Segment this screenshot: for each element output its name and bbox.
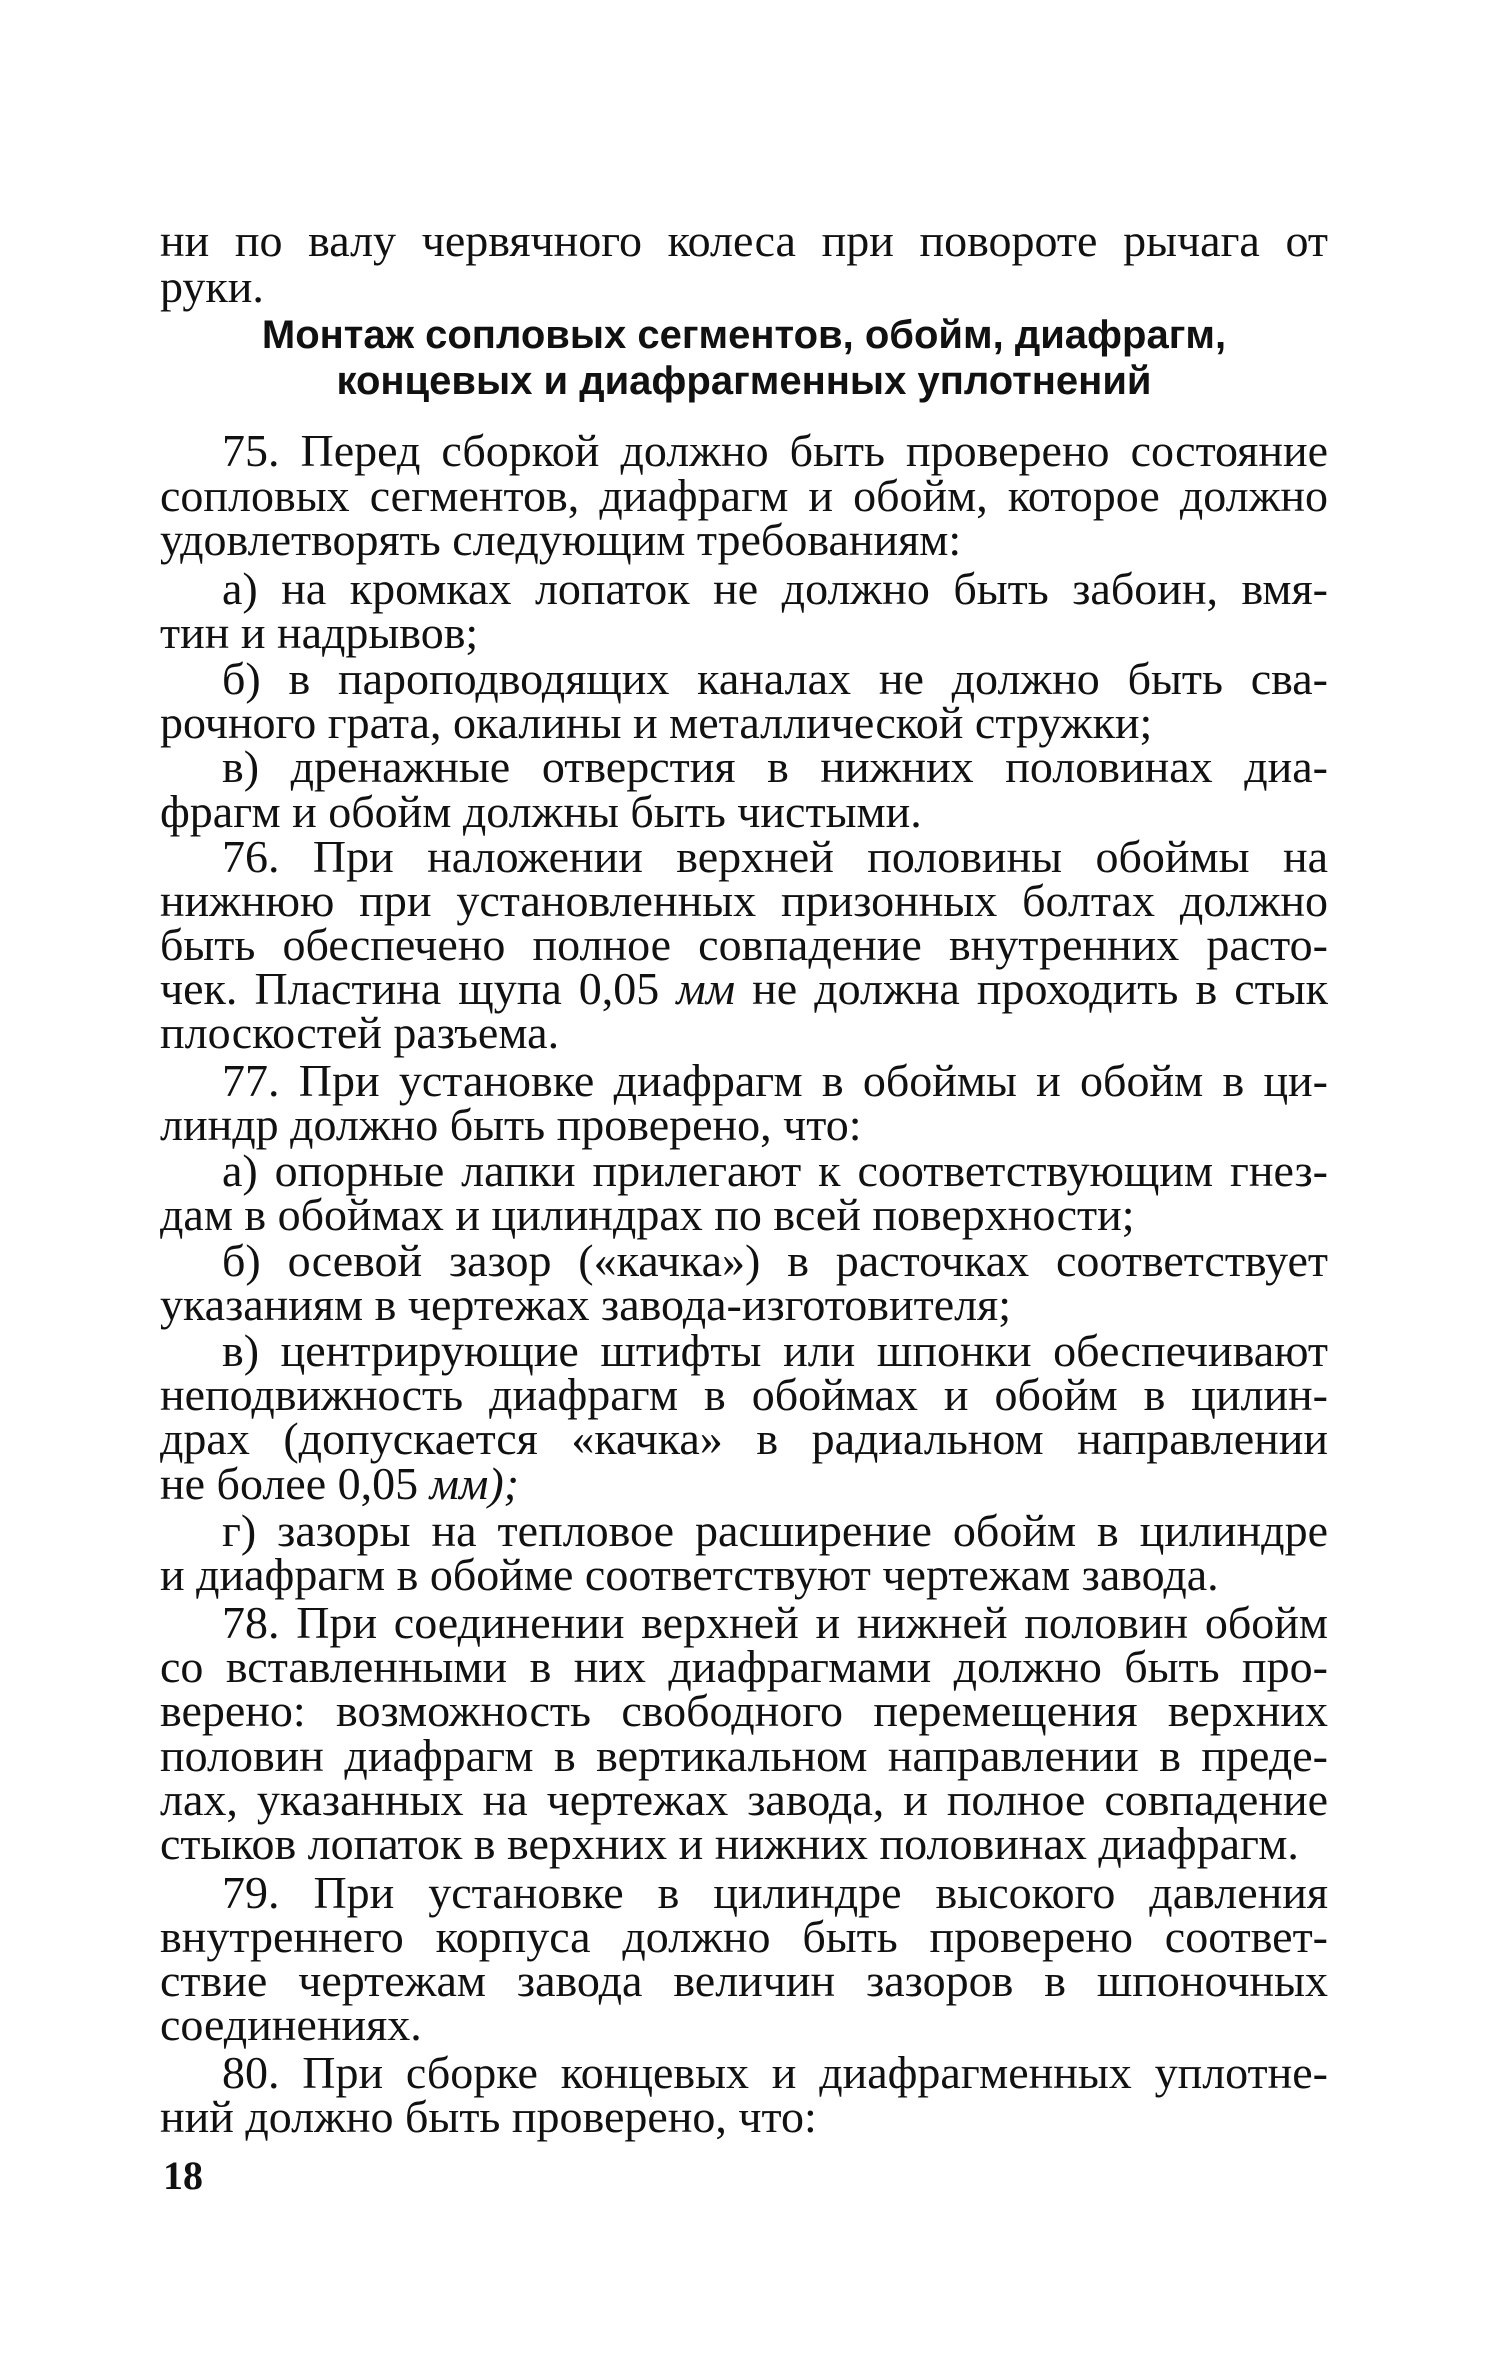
list-item-line: в) дренажные отверстия в нижних половинах диа-	[222, 741, 1328, 792]
paragraph-76-line: 76. При наложении верхней половины обоймы на	[222, 831, 1328, 882]
list-item-line: в) центрирующие штифты или шпонки обеспечивают	[222, 1325, 1328, 1376]
text-segment: не более 0,05	[160, 1458, 419, 1509]
paragraph-76-line: быть обеспечено полное совпадение внутренних расто-	[160, 919, 1328, 970]
paragraph-75-line: 75. Перед сборкой должно быть проверено состояние	[222, 425, 1328, 476]
paragraph-78-line: стыков лопаток в верхних и нижних половинах диафрагм.	[160, 1818, 1299, 1869]
paragraph-80-line: 80. При сборке концевых и диафрагменных уплотне-	[222, 2047, 1328, 2098]
paragraph-79-line: 79. При установке в цилиндре высокого давления	[222, 1867, 1328, 1918]
paragraph-79-line: соединениях.	[160, 1999, 422, 2050]
list-item-line: и диафрагм в обойме соответствуют чертежам завода.	[160, 1549, 1219, 1600]
list-item-line: а) на кромках лопаток не должно быть забоин, вмя-	[222, 563, 1328, 614]
list-item-line: а) опорные лапки прилегают к соответствующим гнез-	[222, 1145, 1328, 1196]
paragraph-78-line: половин диафрагм в вертикальном направлении в преде-	[160, 1730, 1328, 1781]
paragraph-78-line: 78. При соединении верхней и нижней половин обойм	[222, 1597, 1328, 1648]
unit-mm: мм	[676, 963, 736, 1014]
paragraph-79-line: ствие чертежам завода величин зазоров в шпоночных	[160, 1955, 1328, 2006]
list-item-line: неподвижность диафрагм в обоймах и обойм в цилин-	[160, 1369, 1328, 1420]
list-item-line: тин и надрывов;	[160, 607, 479, 658]
paragraph-75-line: сопловых сегментов, диафрагм и обойм, которое должно	[160, 470, 1328, 521]
paragraph-77-line: линдр должно быть проверено, что:	[160, 1099, 862, 1150]
list-item-line: драх (допускается «качка» в радиальном направлении	[160, 1413, 1328, 1464]
paragraph-76-line: плоскостей разъема.	[160, 1007, 560, 1058]
section-heading: Монтаж сопловых сегментов, обойм, диафрагм,	[261, 313, 1227, 357]
paragraph-79-line: внутреннего корпуса должно быть проверено соответ-	[160, 1911, 1328, 1962]
text-line: руки.	[160, 261, 264, 312]
section-heading: концевых и диафрагменных уплотнений	[336, 359, 1152, 403]
paragraph-77-line: 77. При установке диафрагм в обоймы и обойм в ци-	[222, 1055, 1328, 1106]
paragraph-78-line: со вставленными в них диафрагмами должно быть про-	[160, 1641, 1328, 1692]
paragraph-80-line: ний должно быть проверено, что:	[160, 2091, 817, 2142]
paragraph-78-line: лах, указанных на чертежах завода, и полное совпадение	[160, 1774, 1328, 1825]
paragraph-75-line: удовлетворять следующим требованиям:	[160, 514, 962, 565]
list-item-line: б) в пароподводящих каналах не должно быть сва-	[222, 653, 1328, 704]
list-item-line: фрагм и обойм должны быть чистыми.	[160, 786, 922, 837]
paragraph-78-line: верено: возможность свободного перемещения верхних	[160, 1685, 1328, 1736]
list-item-line: б) осевой зазор («качка») в расточках соответствует	[222, 1235, 1328, 1286]
list-item-line: указаниям в чертежах завода-изготовителя;	[160, 1279, 1011, 1330]
text-line: ни по валу червячного колеса при повороте рычага от	[160, 215, 1328, 266]
paragraph-76-line: нижнюю при установленных призонных болтах должно	[160, 875, 1328, 926]
text-segment: не должна проходить в стык	[752, 963, 1328, 1014]
list-item-line: рочного грата, окалины и металлической стружки;	[160, 697, 1153, 748]
list-item-line: г) зазоры на тепловое расширение обойм в цилиндре	[222, 1505, 1328, 1556]
page-number: 18	[163, 2153, 203, 2198]
unit-mm: мм);	[429, 1458, 519, 1509]
list-item-line: дам в обоймах и цилиндрах по всей поверхности;	[160, 1189, 1135, 1240]
text-segment: чек. Пластина щупа 0,05	[160, 963, 660, 1014]
